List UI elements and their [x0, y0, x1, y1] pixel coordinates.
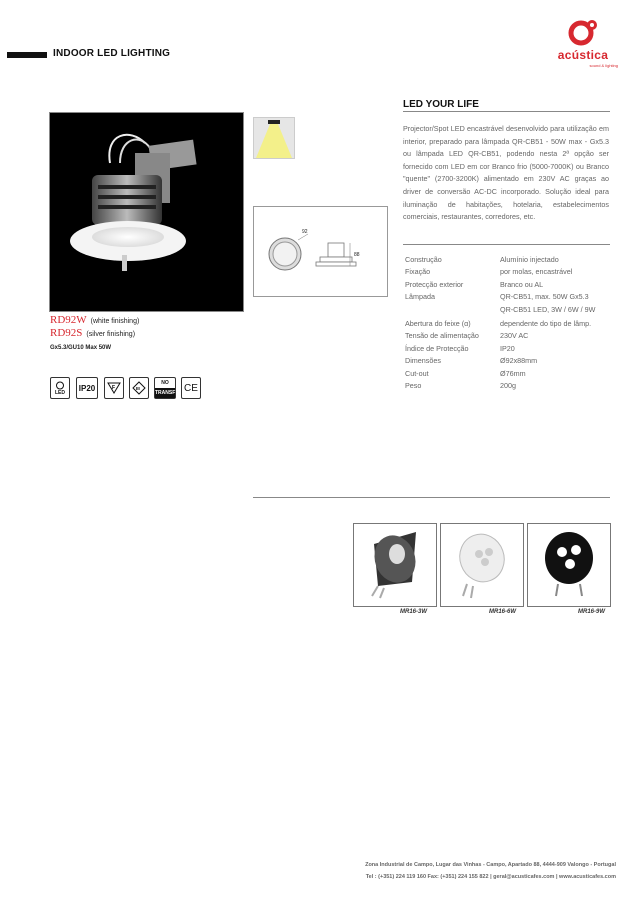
height-label: 88 [354, 252, 360, 258]
spec-label: Dimensões [405, 356, 441, 365]
spec-value: Alumínio injectado [500, 255, 559, 264]
spec-label: Peso [405, 381, 422, 390]
spec-label: Protecção exterior [405, 280, 464, 289]
product-code-white [50, 314, 139, 326]
spec-value: IP20 [500, 344, 515, 353]
led-bulb-icon: LED [50, 377, 70, 399]
product-code: RD92S [50, 327, 83, 339]
f-mark-icon [104, 377, 124, 399]
divider [253, 497, 610, 498]
beam-angle-diagram [253, 117, 295, 159]
svg-text:F: F [112, 385, 116, 391]
brand-tagline: sound & lighting [589, 63, 618, 68]
spec-label: Índice de Protecção [405, 344, 469, 353]
lamp-photo-6w [440, 523, 524, 607]
spec-value: dependente do tipo de lâmp. [500, 319, 592, 328]
lamp-label: MR16-9W [578, 609, 606, 615]
spec-value: por molas, encastrável [500, 267, 573, 276]
lamp-label: MR16-6W [489, 609, 517, 615]
brand-logo [548, 16, 618, 72]
spec-label: Lâmpada [405, 292, 435, 301]
svg-text:III: III [136, 386, 140, 391]
spec-value: 200g [500, 381, 516, 390]
product-code-silver [50, 327, 135, 339]
logo-symbol-icon [548, 16, 618, 50]
dimension-drawing [253, 206, 388, 297]
section-title: INDOOR LED LIGHTING [53, 48, 171, 59]
spec-value: QR-CB51, max. 50W Gx5.3 [500, 292, 589, 301]
spec-value: Ø76mm [500, 369, 526, 378]
lamp-photo-9w [527, 523, 611, 607]
spec-label: Construção [405, 255, 442, 264]
spec-value: 230V AC [500, 331, 529, 340]
spec-value: QR-CB51 LED, 3W / 6W / 9W [500, 305, 596, 314]
spec-label: Fixação [405, 267, 431, 276]
header-bar [7, 52, 47, 58]
content-title: LED YOUR LIFE [403, 99, 479, 110]
finish-label: (white finishing) [90, 318, 140, 325]
lamp-photo-3w [353, 523, 437, 607]
lamp-spec-line: Gx5.3/GU10 Max 50W [50, 345, 112, 351]
spec-value: Ø92x88mm [500, 356, 538, 365]
diameter-label: 92 [302, 229, 308, 235]
brand-name: acústica [557, 48, 609, 62]
divider [403, 111, 610, 112]
divider [403, 244, 610, 245]
lamp-label: MR16-3W [400, 609, 428, 615]
finish-label: (silver finishing) [86, 331, 136, 338]
class-iii-icon [129, 377, 149, 399]
spec-value: Branco ou AL [500, 280, 544, 289]
spec-label: Abertura do feixe (α) [405, 319, 471, 328]
ip20-icon: IP20 [76, 377, 98, 399]
no-transformer-icon: NO TRANSF [154, 377, 176, 399]
footer-contacts: Tel : (+351) 224 119 160 Fax: (+351) 224 155 822 | geral@acusticafes.com | www.acusticafes.com [365, 874, 616, 880]
product-description: Projector/Spot LED encastrável desenvolvido para utilização em interior, preparado para lâmpada QR-CB51 - 50W max - Gx5.3 ou lâmpada LED QR-CB51, podendo nesta 2ª opção ser fornecido com LED em cor Branco frio (5000-7000K) ou Branco "quente" (2700-3200K) alimentado em 230V AC graças ao driver de conversão AC-DC incorporado. Solução ideal para iluminação de habitações, hotelaria, estabelecimentos comerciais, restaurantes, corredores, etc. [403, 124, 609, 222]
product-photo [49, 112, 244, 312]
spec-label: Tensão de alimentação [405, 331, 479, 340]
ce-mark-icon: CE [181, 377, 201, 399]
footer-address: Zona Industrial de Campo, Lugar das Vinhas - Campo, Apartado 88, 4444-909 Valongo - Portugal [365, 862, 616, 868]
spec-label: Cut-out [405, 369, 429, 378]
product-code: RD92W [50, 314, 87, 326]
